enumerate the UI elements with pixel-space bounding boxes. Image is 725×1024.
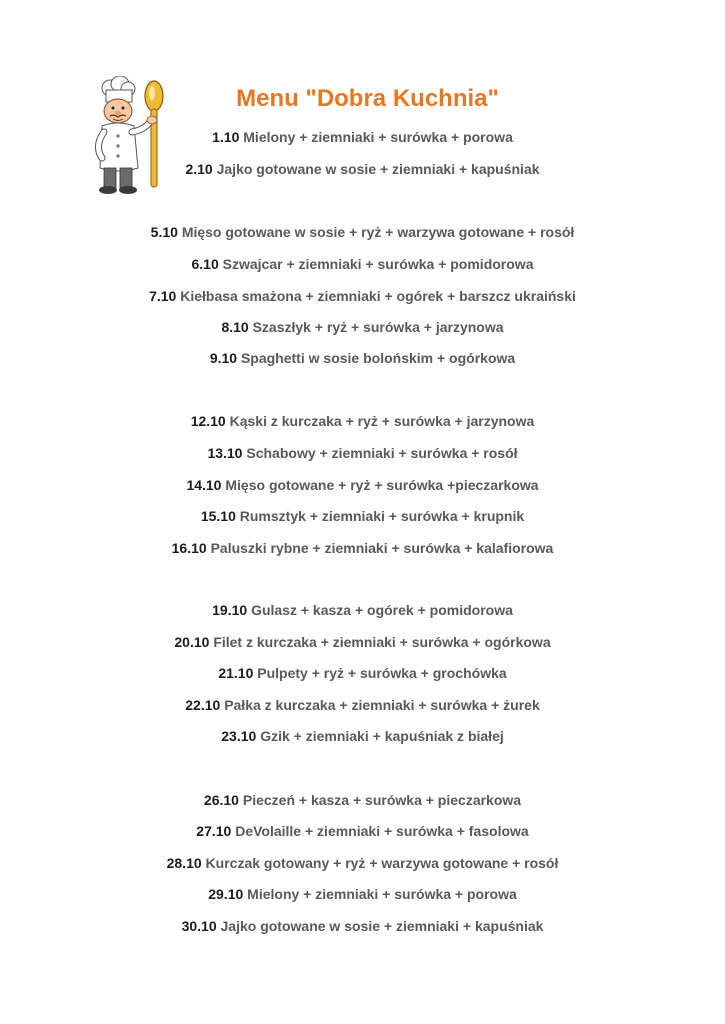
menu-item-dish: Mięso gotowane w sosie + ryż + warzywa gotowane + rosół [181,224,575,240]
page-title: Menu "Dobra Kuchnia" [236,85,499,112]
menu-item-date: 21.10 [218,665,254,681]
menu-item [0,791,725,809]
menu-item [0,476,725,494]
menu-item-dish: Szaszłyk + ryż + surówka + jarzynowa [252,319,504,335]
menu-item-date: 20.10 [174,634,210,650]
menu-item [0,727,725,745]
menu-item-dish: Spaghetti w sosie bolońskim + ogórkowa [240,350,516,366]
menu-item-date: 22.10 [185,697,221,713]
menu-item-date: 12.10 [190,413,226,429]
menu-item-dish: Jajko gotowane w sosie + ziemniaki + kapuśniak [220,918,544,934]
menu-item [0,601,725,619]
menu-item-dish: Rumsztyk + ziemniaki + surówka + krupnik [239,508,525,524]
menu-item-date: 16.10 [171,540,207,556]
menu-item-dish: Schabowy + ziemniaki + surówka + rosół [246,445,518,461]
menu-item-dish: Gzik + ziemniaki + kapuśniak z białej [260,728,504,744]
menu-item [0,287,725,305]
menu-item-date: 15.10 [200,508,236,524]
menu-item-dish: Mięso gotowane + ryż + surówka +pieczarkowa [225,477,539,493]
menu-item [0,664,725,682]
menu-item-dish: Kurczak gotowany + ryż + warzywa gotowane + rosół [205,855,559,871]
menu-item-date: 6.10 [191,256,219,272]
menu-item-date: 23.10 [221,728,257,744]
menu-item-date: 27.10 [196,823,232,839]
menu-item [0,160,725,178]
menu-item-date: 30.10 [181,918,217,934]
menu-item-dish: Kiełbasa smażona + ziemniaki + ogórek + barszcz ukraiński [180,288,576,304]
menu-item-date: 13.10 [207,445,243,461]
menu-item-date: 14.10 [186,477,222,493]
menu-item-dish: Pieczeń + kasza + surówka + pieczarkowa [242,792,522,808]
menu-item [0,223,725,241]
menu-item-dish: Gulasz + kasza + ogórek + pomidorowa [251,602,513,618]
menu-item [0,539,725,557]
menu-item-date: 2.10 [185,161,213,177]
menu-item-dish: Mielony + ziemniaki + surówka + porowa [247,886,517,902]
menu-item-date: 19.10 [212,602,248,618]
menu-item [0,696,725,714]
menu-item-dish: DeVolaille + ziemniaki + surówka + fasolowa [235,823,529,839]
menu-item [0,854,725,872]
menu-item-date: 26.10 [203,792,239,808]
menu-item-date: 8.10 [221,319,249,335]
menu-item-dish: Szwajcar + ziemniaki + surówka + pomidorowa [222,256,534,272]
menu-item-date: 1.10 [212,129,240,145]
menu-item-date: 5.10 [150,224,178,240]
menu-item [0,822,725,840]
menu-item-dish: Jajko gotowane w sosie + ziemniaki + kapuśniak [216,161,540,177]
menu-item-dish: Mielony + ziemniaki + surówka + porowa [243,129,513,145]
menu-item [0,318,725,336]
menu-item [0,633,725,651]
menu-item-dish: Pałka z kurczaka + ziemniaki + surówka + żurek [224,697,540,713]
menu-item [0,128,725,146]
menu-item-dish: Pulpety + ryż + surówka + grochówka [257,665,507,681]
menu-item [0,412,725,430]
menu-item-date: 7.10 [149,288,177,304]
menu-item [0,507,725,525]
menu-item [0,917,725,935]
menu-item-date: 28.10 [166,855,202,871]
menu-item-date: 9.10 [209,350,238,366]
menu-item-date: 29.10 [208,886,244,902]
menu-item [0,349,725,367]
menu-item-dish: Filet z kurczaka + ziemniaki + surówka + ogórkowa [213,634,551,650]
menu-item-dish: Paluszki rybne + ziemniaki + surówka + kalafiorowa [210,540,554,556]
menu-item [0,444,725,462]
menu-item [0,255,725,273]
menu-item [0,885,725,903]
menu-item-dish: Kąski z kurczaka + ryż + surówka + jarzynowa [229,413,535,429]
